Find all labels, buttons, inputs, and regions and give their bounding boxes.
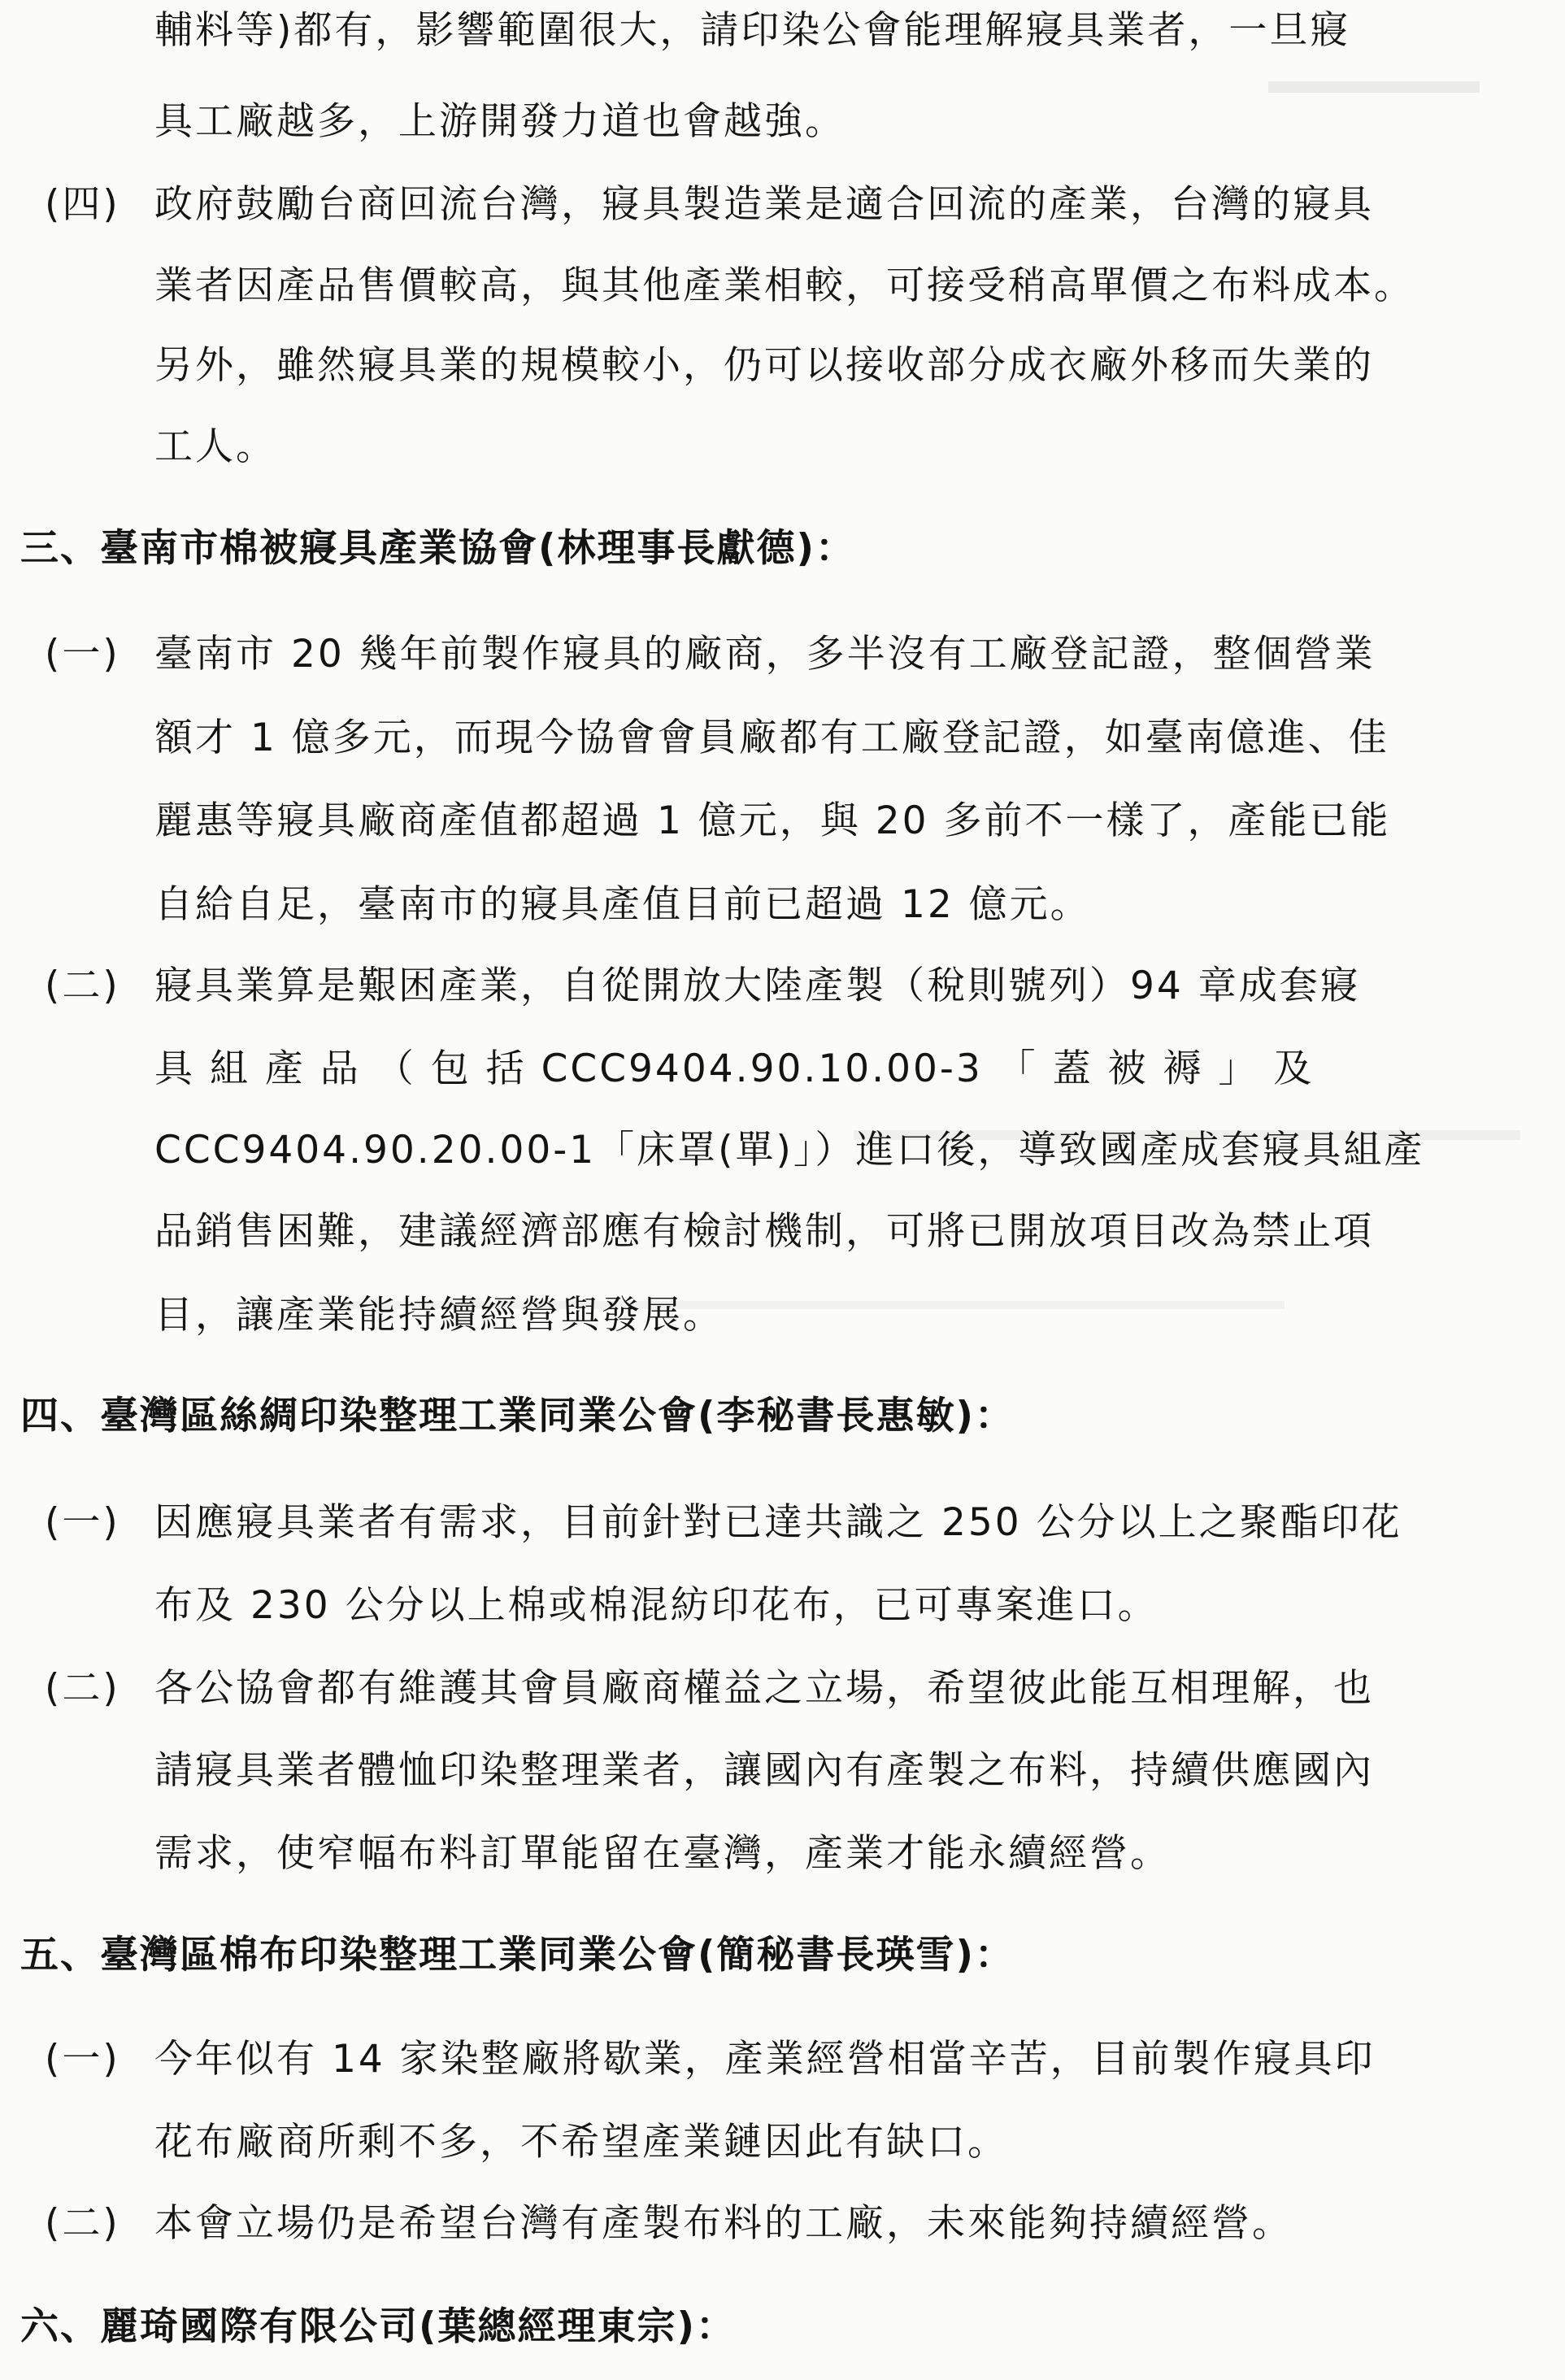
section-heading xyxy=(20,524,855,573)
item-label: (二) xyxy=(45,964,120,1008)
line-text: 額才 1 億多元，而現今協會會員廠都有工廠登記證，如臺南億進、佳 xyxy=(154,716,1389,760)
section-heading xyxy=(20,1392,1015,1441)
text-line xyxy=(154,1291,724,1340)
text-line xyxy=(154,1747,1374,1795)
text-line xyxy=(154,262,1415,311)
list-item-line xyxy=(45,962,1361,1011)
list-item-line xyxy=(45,1664,1374,1713)
line-text: CCC9404.90.20.00-1「床罩(單)」）進口後，導致國產成套寢具組產 xyxy=(154,1128,1425,1173)
bleed-through-mark xyxy=(1268,81,1480,93)
line-text: 今年似有 14 家染整廠將歇業，產業經營相當辛苦，目前製作寢具印 xyxy=(154,2037,1376,2082)
line-text: 品銷售困難，建議經濟部應有檢討機制，可將已開放項目改為禁止項 xyxy=(154,1209,1374,1254)
text-line xyxy=(154,1582,1159,1630)
line-text: 輔料等)都有，影響範圍很大，請印染公會能理解寢具業者，一旦寢 xyxy=(154,8,1351,53)
heading-text: 三、臺南市棉被寢具產業協會(林理事長獻德)： xyxy=(20,526,855,571)
text-line xyxy=(154,1830,1171,1878)
text-line xyxy=(154,423,276,472)
text-line xyxy=(154,7,1350,55)
list-item-line xyxy=(45,630,1376,679)
list-item-line xyxy=(45,2199,1293,2248)
line-text: 麗惠等寢具廠商產值都超過 1 億元，與 20 多前不一樣了，產能已能 xyxy=(154,798,1391,843)
section-heading xyxy=(20,2303,736,2352)
item-label: (一) xyxy=(45,2037,120,2082)
line-text: 政府鼓勵台商回流台灣，寢具製造業是適合回流的產業，台灣的寢具 xyxy=(154,182,1374,227)
heading-text: 五、臺灣區棉布印染整理工業同業公會(簡秘書長瑛雪)： xyxy=(20,1933,1015,1978)
list-item-line xyxy=(45,2035,1376,2084)
item-label: (一) xyxy=(45,632,120,677)
item-label: (一) xyxy=(45,1500,120,1545)
line-text: 目，讓產業能持續經營與發展。 xyxy=(154,1293,724,1338)
text-line xyxy=(154,714,1389,763)
line-text: 花布廠商所剩不多，不希望產業鏈因此有缺口。 xyxy=(154,2120,1008,2165)
line-text: 布及 230 公分以上棉或棉混紡印花布，已可專案進口。 xyxy=(154,1583,1159,1628)
text-line xyxy=(154,342,1374,390)
line-text: 具工廠越多，上游開發力道也會越強。 xyxy=(154,99,846,144)
item-label: (二) xyxy=(45,1666,120,1711)
line-text: 請寢具業者體恤印染整理業者，讓國內有產製之布料，持續供應國內 xyxy=(154,1748,1374,1793)
text-line xyxy=(154,797,1390,846)
list-item-line xyxy=(45,1499,1402,1547)
line-text: 寢具業算是艱困產業，自從開放大陸產製（稅則號列）94 章成套寢 xyxy=(154,964,1361,1008)
heading-text: 四、臺灣區絲綢印染整理工業同業公會(李秘書長惠敏)： xyxy=(20,1394,1015,1438)
line-text: 工人。 xyxy=(154,424,276,469)
line-text: 業者因產品售價較高，與其他產業相較，可接受稍高單價之布料成本。 xyxy=(154,263,1415,308)
line-text: 因應寢具業者有需求，目前針對已達共識之 250 公分以上之聚酯印花 xyxy=(154,1500,1402,1545)
line-text: 具 組 產 品 （ 包 括 CCC9404.90.10.00-3 「 蓋 被 褥 」 及 xyxy=(154,1046,1315,1091)
text-line xyxy=(154,1207,1374,1256)
line-text: 需求，使窄幅布料訂單能留在臺灣，產業才能永續經營。 xyxy=(154,1831,1171,1876)
list-item-line xyxy=(45,181,1374,229)
item-label: (二) xyxy=(45,2201,120,2246)
text-line xyxy=(154,1126,1424,1175)
line-text: 各公協會都有維護其會員廠商權益之立場，希望彼此能互相理解，也 xyxy=(154,1666,1374,1711)
line-text: 臺南市 20 幾年前製作寢具的廠商，多半沒有工廠登記證，整個營業 xyxy=(154,632,1376,677)
text-line xyxy=(154,98,846,146)
line-text: 本會立場仍是希望台灣有產製布料的工廠，未來能夠持續經營。 xyxy=(154,2201,1293,2246)
text-line xyxy=(154,881,1091,929)
section-heading xyxy=(20,1931,1015,1980)
item-label: (四) xyxy=(45,182,120,227)
line-text: 另外，雖然寢具業的規模較小，仍可以接收部分成衣廠外移而失業的 xyxy=(154,343,1374,388)
text-line xyxy=(154,2118,1008,2167)
line-text: 自給自足，臺南市的寢具產值目前已超過 12 億元。 xyxy=(154,882,1091,927)
heading-text: 六、麗琦國際有限公司(葉總經理東宗)： xyxy=(20,2304,736,2349)
text-line xyxy=(154,1045,1314,1094)
